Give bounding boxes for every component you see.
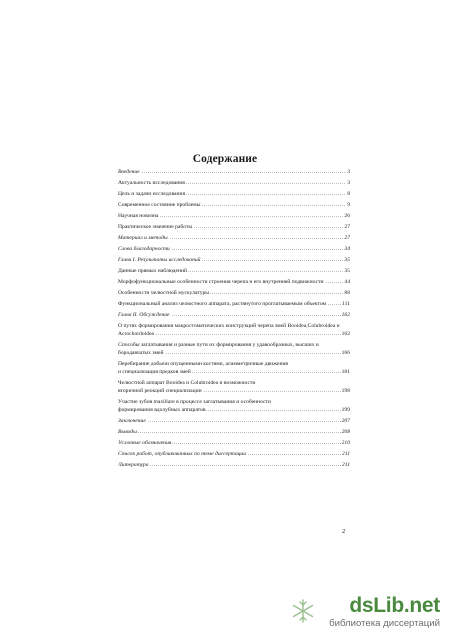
toc-entry bbox=[118, 257, 350, 264]
toc-entry-title: Список работ, опубликованных по теме диссертации bbox=[118, 451, 247, 457]
toc-entry-page: 111 bbox=[342, 301, 350, 307]
toc-entry-title: и специализация предков змей bbox=[118, 369, 191, 375]
toc-entry-title: О путях формирования макростоматических конструкций черепа змей Booidea,Colubroidea и bbox=[118, 323, 340, 329]
toc-entry-page: 34 bbox=[344, 246, 350, 252]
toc-entry bbox=[118, 388, 350, 395]
toc-entry bbox=[118, 369, 350, 376]
toc-entry bbox=[118, 440, 350, 447]
toc-entry-page: 207 bbox=[341, 418, 350, 424]
toc-entry bbox=[118, 235, 350, 242]
toc-entry bbox=[118, 213, 350, 220]
toc-entry-page: 26 bbox=[344, 213, 350, 219]
toc-entry bbox=[118, 180, 350, 187]
toc-entry-page: 211 bbox=[342, 462, 350, 468]
toc-entry-page: 35 bbox=[344, 268, 350, 274]
toc-entry-title: Актуальность исследования bbox=[118, 180, 185, 186]
toc-entry-title: Литература bbox=[118, 462, 149, 468]
toc-entry-page: 211 bbox=[342, 451, 350, 457]
toc-entry-page: 208 bbox=[341, 429, 350, 435]
toc-entry-title: Глава I. Результаты исследований bbox=[118, 257, 201, 263]
toc-entry-title: Цель и задачи исследования bbox=[118, 191, 186, 197]
toc-entry-page: 27 bbox=[344, 224, 350, 230]
toc-entry bbox=[118, 342, 350, 349]
toc-entry-title: Особенности челюстной мускулатуры bbox=[118, 290, 210, 296]
toc-entry bbox=[118, 279, 350, 286]
toc-entry-title: вторичной реокций специализации bbox=[118, 388, 202, 394]
toc-entry-page: 181 bbox=[341, 369, 350, 375]
toc-entry-title: Участие зубов maxillare в процессе заглатывания и особенности bbox=[118, 399, 271, 405]
watermark[interactable] bbox=[290, 594, 440, 630]
toc-entry bbox=[118, 429, 350, 436]
toc-entry bbox=[118, 246, 350, 253]
toc-entry bbox=[118, 323, 350, 330]
toc-entry-page: 3 bbox=[347, 169, 350, 175]
toc-entry-page: 162 bbox=[341, 312, 350, 318]
toc-entry-page: 9 bbox=[347, 202, 350, 208]
toc-entry-title: Глава II. Обсуждение bbox=[118, 312, 170, 318]
toc-entry-title: Перебирание добычи опущенными костями, асимметричные движения bbox=[118, 361, 289, 367]
page-number: 2 bbox=[342, 528, 346, 535]
toc-entry-page: 88 bbox=[344, 290, 350, 296]
toc-entry-title: Acrochordoidea bbox=[118, 331, 155, 337]
toc-entry-title: Способы заглатывания и разные пути их формирования у удавообразных, высших и bbox=[118, 342, 319, 348]
toc-entry bbox=[118, 301, 350, 308]
toc-entry-page: 35 bbox=[344, 257, 350, 263]
toc-entry-title: Введение bbox=[118, 169, 140, 175]
toc-entry-title: Заключение bbox=[118, 418, 146, 424]
toc-entry bbox=[118, 169, 350, 176]
toc-entry bbox=[118, 268, 350, 275]
toc-entry bbox=[118, 407, 350, 414]
toc-entry-page: 27 bbox=[344, 235, 350, 241]
toc-entry-page: 44 bbox=[344, 279, 350, 285]
toc-entry-title: формирования вдолубных аппаратов bbox=[118, 407, 206, 413]
snowflake-icon bbox=[290, 598, 316, 624]
toc-entry-title: Челюстной аппарат Booidea и Colubroidea и возможности bbox=[118, 380, 256, 386]
toc-entry-title: Данные прямых наблюдений bbox=[118, 268, 187, 274]
toc-entry-page: 198 bbox=[341, 388, 350, 394]
toc-entry-page: 8 bbox=[347, 191, 350, 197]
toc-entry-page: 162 bbox=[341, 331, 350, 337]
toc-entry bbox=[118, 380, 350, 387]
watermark-tagline: библиотека диссертаций bbox=[329, 618, 440, 629]
toc-entry-title: Морфофункциональные особенности строения черепа и его внутренней подвижности bbox=[118, 279, 324, 285]
toc-entry bbox=[118, 418, 350, 425]
toc-entry-title: Научная новизна bbox=[118, 213, 159, 219]
toc-entry bbox=[118, 191, 350, 198]
toc-entry-title: Функциональный анализ челюстного аппарата, растянутого проглатываемым объектом bbox=[118, 301, 327, 307]
toc-entry bbox=[118, 350, 350, 357]
toc-entry bbox=[118, 224, 350, 231]
toc-entry-title: Слова благодарности bbox=[118, 246, 170, 252]
toc-entry bbox=[118, 331, 350, 338]
toc-entry bbox=[118, 462, 350, 469]
toc-entry bbox=[118, 399, 350, 406]
toc-entry-title: Современное состояние проблемы bbox=[118, 202, 201, 208]
toc-entry bbox=[118, 361, 350, 368]
toc-entry-page: 210 bbox=[341, 440, 350, 446]
watermark-brand: dsLib.net bbox=[349, 594, 440, 617]
toc-entry-title: Материал и методы bbox=[118, 235, 168, 241]
toc-entry-page: 3 bbox=[347, 180, 350, 186]
toc-entry-title: Выводы bbox=[118, 429, 137, 435]
toc-entry bbox=[118, 451, 350, 458]
toc-entry-title: Практическое значение работы bbox=[118, 224, 193, 230]
table-of-contents bbox=[118, 169, 350, 469]
toc-entry bbox=[118, 312, 350, 319]
toc-entry-page: 166 bbox=[341, 350, 350, 356]
toc-entry-title: бородавчатых змей bbox=[118, 350, 164, 356]
toc-entry-page: 199 bbox=[341, 407, 350, 413]
toc-entry bbox=[118, 202, 350, 209]
toc-entry bbox=[118, 290, 350, 297]
page-title: Содержание bbox=[192, 153, 258, 165]
toc-entry-title: Условные обозначения bbox=[118, 440, 172, 446]
